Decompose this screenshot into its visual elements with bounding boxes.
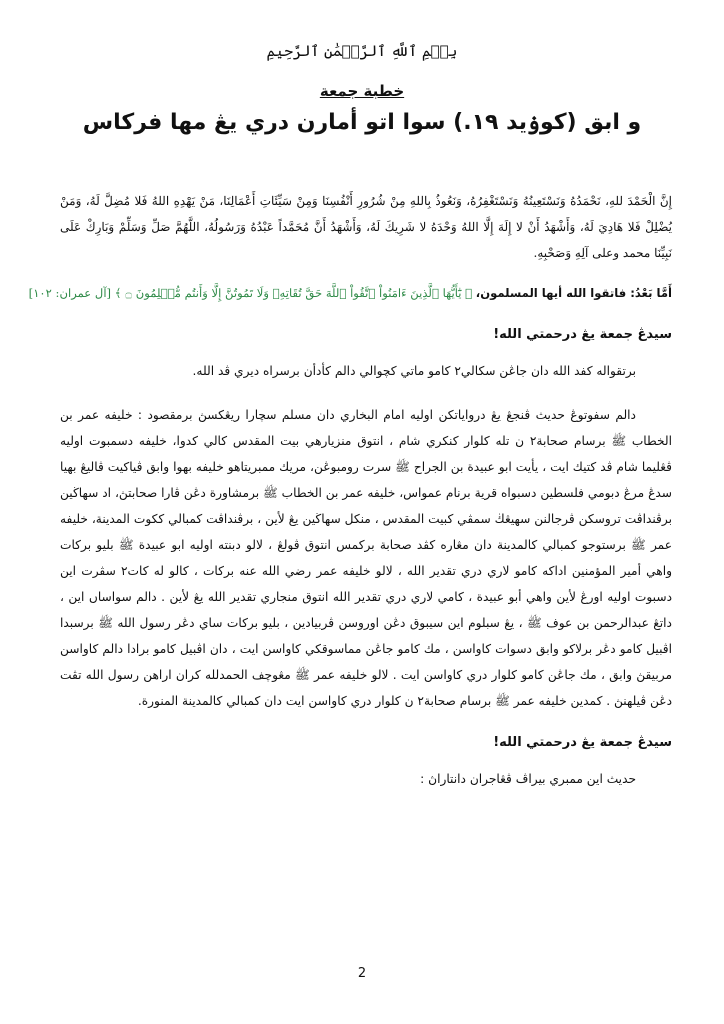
khutbah-label: خطبة جمعة	[319, 82, 405, 100]
quran-verse: ﴿ يَٰٓأَيُّهَا ٱلَّذِينَ ءَامَنُواْ ٱتَّقُواْ ٱللَّهَ حَقَّ تُقَاتِهِۦ وَلَا تَمُوتُنَّ إِلَّا وَأَنتُم مُّسۡلِمُونَ ۝ ﴾ [آل عمران: ١٠٢]	[28, 286, 473, 300]
audience-greeting-2: سيدڠ جمعة يڠ درحمتي الله!	[493, 735, 672, 750]
opening-arabic-paragraph: إِنَّ الْحَمْدَ للهِ، نَحْمَدُهُ وَنَسْتَعِينُهُ وَنَسْتَغْفِرُهُ، وَنَعُوذُ بِاللهِ مِنْ شُرُورِ أَنْفُسِنَا وَمِنْ سَيِّئَاتِ أَعْمَالِنَا، مَنْ يَهْدِهِ اللهُ فَلا مُضِلَّ لَهُ، وَمَنْ يُضْلِلْ فَلا هَادِيَ لَهُ، وَأَشْهَدُ أَنْ لا إِلَهَ إِلَّا اللهُ وَحْدَهُ لا شَرِيكَ لَهُ، وَأَشْهَدُ أَنَّ مُحَمَّداً عَبْدُهُ وَرَسُولُهُ، اللَّهُمَّ صَلِّ وَسَلِّمْ وَبَارِكْ عَلَى نَبِيِّنَا محمد وعلى آلِهِ وَصَحْبِهِ.	[60, 194, 672, 260]
paragraph-taqwa: برتقواله كفد الله دان جاڠن سكالي٢ كامو ماتي كچوالي دالم كأدأن برسراه ديري ڤد الله.	[192, 364, 636, 378]
sermon-body	[28, 188, 672, 792]
sermon-title: و ابق (كوۏيد ١٩.) سوا اتو أمارن دري يڠ مها فركاس	[82, 110, 642, 135]
amma-badu-line	[28, 280, 672, 306]
audience-greeting-1: سيدڠ جمعة يڠ درحمتي الله!	[493, 327, 672, 342]
amma-badu-text: أَمَّا بَعْدُ: فاتقوا الله أيها المسلمون،	[475, 286, 672, 300]
bismillah-heading: بِسۡمِ ٱللَّهِ ٱلرَّحۡمَٰنِ ٱلرَّحِيمِ	[266, 42, 458, 60]
page-number: 2	[357, 966, 367, 981]
paragraph-lessons-intro: حديث اين ممبري بيراڤ ڤڠاجران دانتاراڽ :	[420, 772, 636, 786]
paragraph-hadith-story: دالم سفوتوڠ حديث ڤنجڠ يڠ درواياتكن اوليه امام البخاري دان مسلم سچارا ريڠكسڽ برمقصود : خليفه عمر بن الخطاب ﷺ برسام صحابة٢ ن تله كلوار كنكري شام ، انتوق منزيارهي بيت المقدس كالي كدوا، خليفه دسمبوت اوليه ڤڠليما شام ڤد كتيك ايت ، يأيت ابو عبيدة بن الجراح ﷺ سرت رومبوڠن، مريك ممبريتاهو خليفه بهوا وابق ڤياكيت ڤاليڠ بهيا سدڠ مرڠ دبومي فلسطين دسبواه قرية برنام عمواس، خليفه عمر بن الخطاب ﷺ برمشاورة دڠن ڤارا صحابتڽ، اد سهاڬين برڤنداڤت تروسكن ڤرجالنن سهيڠڬ سمڤي كبيت المقدس ، منكل سهاڬين يڠ لأين ، برڤنداڤت كمبالي ككوت المدينة، خليفه عمر ﷺ برستوجو كمبالي كالمدينة دان مڠاره كڤد صحابة بركمس انتوق ڤولڠ ، لالو دبنته اوليه ابو عبيدة ﷺ بليو بركات واهي أمير المؤمنين اداكه كامو لاري دري تقدير الله ، لالو خليفه عمر رضي الله عنه بركات ، كالو له كات٢ سڤرت اين دسبوت اوليه اورڠ لأين واهي أبو عبيدة ، كامي لاري دري تقدير الله انتوق منجاري تقدير الله يڠ لأين . دالم سواساں اين ، داتڠ عبدالرحمن بن عوف ﷺ ، يڠ سبلوم اين سيبوق دڠن اوروسن ڤربيادين ، بليو بركات ساي دڠر رسول الله ﷺ برسبدا اڤبيل كامو دڠر برلاكو وابق دسوات كاواسن ، مك كامو جاڠن مماسوقكي كاواسن ايت ، دان اڤبيل كامو برادا دالم كاواسن مربيقڽ وابق ، مك جاڠن كامو كلوار دري كاواسن ايت . لالو خليفه عمر ﷺ مڠوچف الحمدلله كران اراهن رسول الله تڤت دڠن ڤيلهنڽ . كمدين خليفه عمر ﷺ برسام صحابة٢ ن كلوار دري كاواسن ايت دان كمبالي كالمدينة المنورة.	[60, 408, 672, 708]
